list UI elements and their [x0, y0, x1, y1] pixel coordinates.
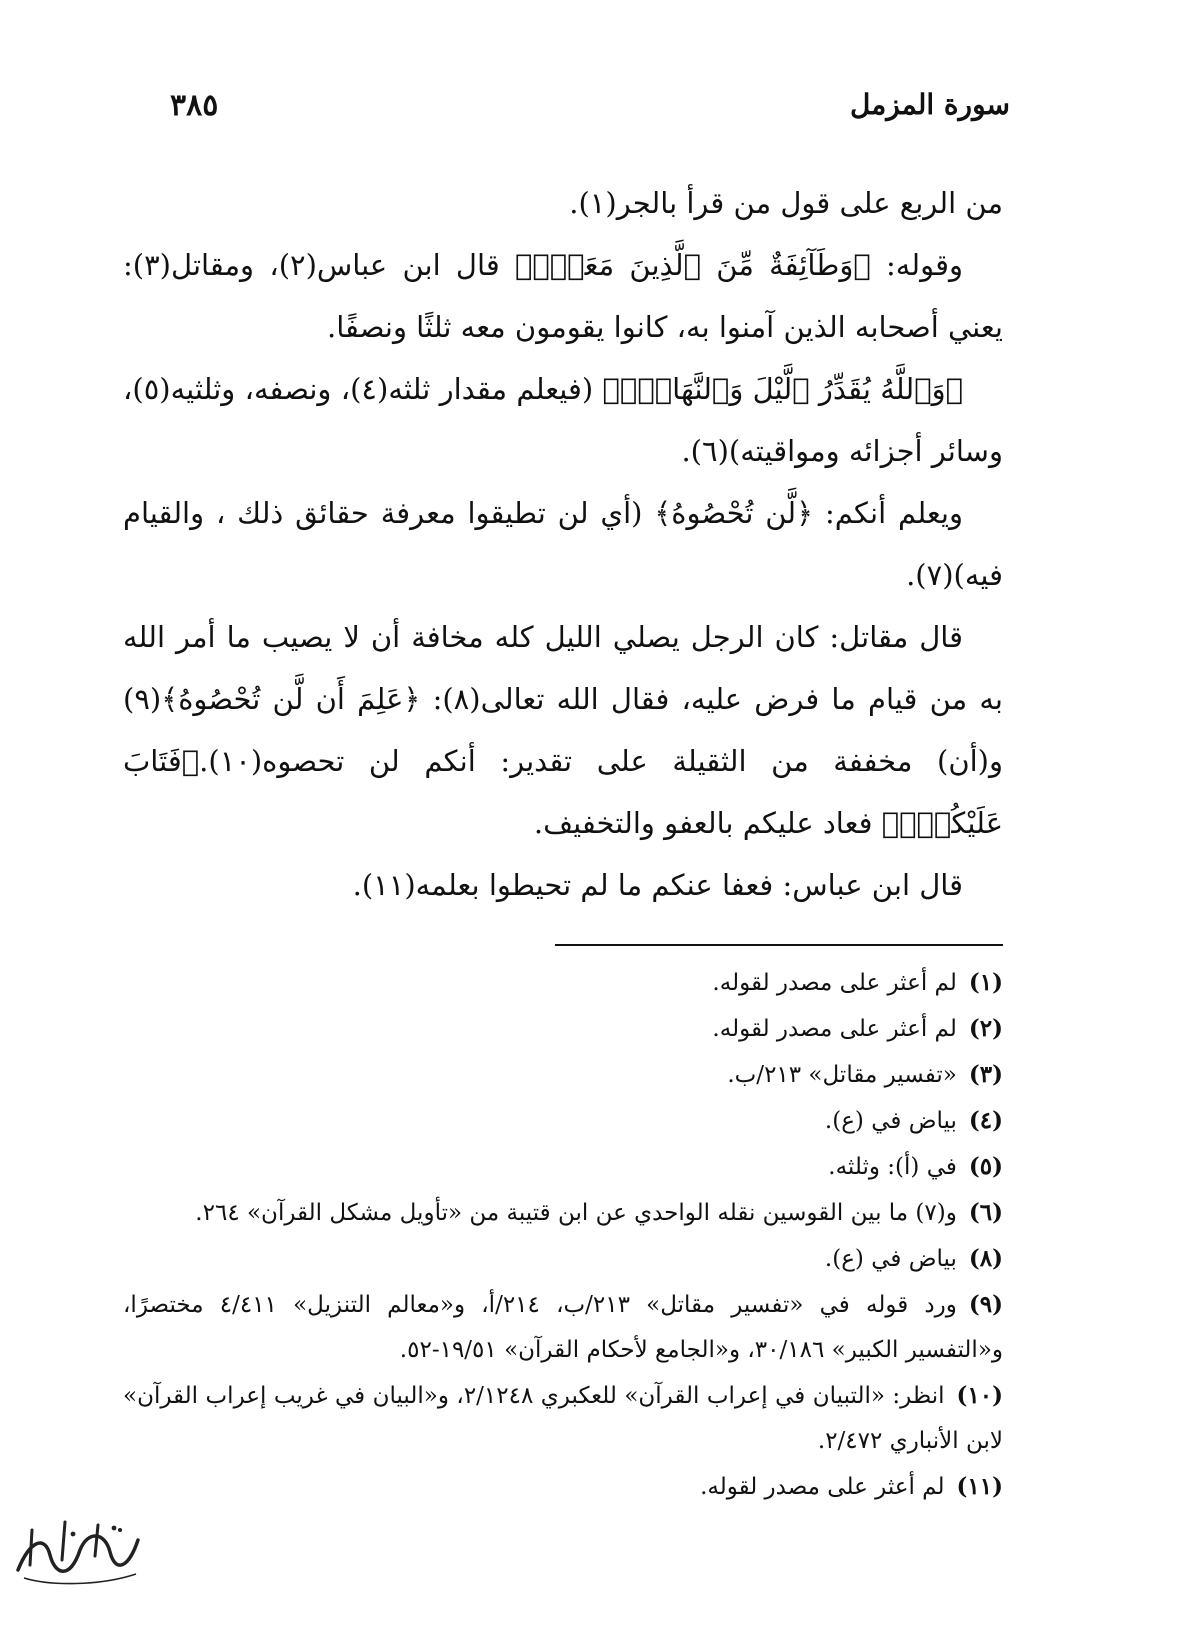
footnote-text: لم أعثر على مصدر لقوله. [712, 970, 957, 996]
footnote-text: «تفسير مقاتل» ٢١٣/ب. [727, 1062, 957, 1088]
footnote-number: (٥) [968, 1153, 1003, 1180]
footnote-number: (٩) [968, 1291, 1003, 1318]
footnote-text: بياض في (ع). [824, 1246, 957, 1272]
footnote-number: (٦) [968, 1199, 1003, 1226]
footnote [123, 1052, 1003, 1098]
footnote [123, 960, 1003, 1006]
main-text [123, 172, 1003, 916]
calligraphy-logo-icon [10, 1510, 145, 1590]
footnote-number: (١٠) [956, 1382, 1003, 1409]
footnote [123, 1236, 1003, 1282]
footnote-text: بياض في (ع). [824, 1108, 957, 1134]
footnote-number: (٢) [968, 1015, 1003, 1042]
paragraph: ويعلم أنكم: ﴿لَّن تُحْصُوهُ﴾ (أي لن تطيقوا معرفة حقائق ذلك ، والقيام فيه)(٧). [123, 496, 1003, 592]
page-header [170, 88, 1010, 132]
footnote-text: و(٧) ما بين القوسين نقله الواحدي عن ابن قتيبة من «تأويل مشكل القرآن» ٢٦٤. [195, 1200, 957, 1226]
footnote-number: (٣) [968, 1061, 1003, 1088]
page-number: ٣٨٥ [170, 88, 219, 123]
footnote-number: (٨) [968, 1245, 1003, 1272]
footnote-text: لم أعثر على مصدر لقوله. [712, 1016, 957, 1042]
footnotes [123, 960, 1003, 1510]
footnote-text: ورد قوله في «تفسير مقاتل» ٢١٣/ب، ٢١٤/أ، و«معالم التنزيل» ٤/٤١١ مختصرًا، و«التفسير الكبير» ٣٠/١٨٦، و«الجامع لأحكام القرآن» ١٩/٥١-٥٢. [123, 1292, 1003, 1363]
footnote [123, 1373, 1003, 1464]
paragraph: من الربع على قول من قرأ بالجر(١). [569, 186, 1003, 220]
paragraph: ﴿وَٱللَّهُ يُقَدِّرُ ٱلَّيْلَ وَٱلنَّهَارَۚ﴾ (فيعلم مقدار ثلثه(٤)، ونصفه، وثلثيه(٥)، وسائر أجزائه ومواقيته)(٦). [123, 372, 1003, 468]
footnote-text: لم أعثر على مصدر لقوله. [700, 1474, 945, 1500]
footnote-number: (١) [968, 969, 1003, 996]
footnote-text: انظر: «التبيان في إعراب القرآن» للعكبري ٢/١٢٤٨، و«البيان في غريب إعراب القرآن» لابن الأنباري ٢/٤٧٢. [123, 1383, 1003, 1454]
footnote [123, 1098, 1003, 1144]
paragraph: قال مقاتل: كان الرجل يصلي الليل كله مخافة أن لا يصيب ما أمر الله به من قيام ما فرض عليه، فقال الله تعالى(٨): ﴿عَلِمَ أَن لَّن تُحْصُوهُ﴾(٩) و(أن) مخففة من الثقيلة على تقدير: أنكم لن تحصوه(١٠).﴿فَتَابَ عَلَيْكُمْۖ﴾ فعاد عليكم بالعفو والتخفيف. [123, 620, 1004, 840]
footnote [123, 1464, 1003, 1510]
footnote-number: (١١) [956, 1473, 1003, 1500]
footnote-separator [555, 944, 1003, 946]
paragraph: قال ابن عباس: فعفا عنكم ما لم تحيطوا بعلمه(١١). [352, 868, 963, 902]
footnote [123, 1282, 1003, 1373]
footnote [123, 1190, 1003, 1236]
footnote [123, 1006, 1003, 1052]
surah-title: سورة المزمل [849, 88, 1010, 121]
footnote-text: في (أ): وثلثه. [828, 1154, 957, 1180]
paragraph: وقوله: ﴿وَطَآئِفَةٌ مِّنَ ٱلَّذِينَ مَعَكَۚ﴾ قال ابن عباس(٢)، ومقاتل(٣): يعني أصحابه الذين آمنوا به، كانوا يقومون معه ثلثًا ونصفًا. [123, 248, 1003, 344]
footnote [123, 1144, 1003, 1190]
footnote-number: (٤) [968, 1107, 1003, 1134]
